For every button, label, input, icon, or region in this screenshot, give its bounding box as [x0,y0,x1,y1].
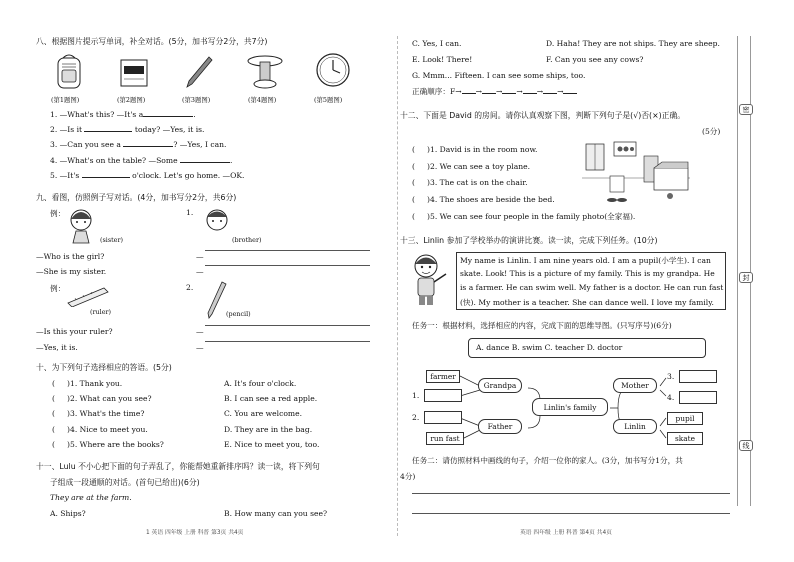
s10-left-4: ( )4. Nice to meet you. [52,425,148,434]
given-sentence: They are at the farm. [50,493,132,502]
caption-1: (第1题图) [51,96,80,104]
girl-icon [64,207,98,247]
answer-blank[interactable] [180,155,230,163]
answer-blank[interactable] [84,124,132,132]
blank-2-label: 2. [412,413,420,422]
linlin-node: Linlin [613,419,657,434]
sister-label: (sister) [100,236,123,244]
blank-4-label: 4. [667,393,675,402]
s8-item-3: 3. —Can you see a ? —Yes, I can. [50,140,227,149]
s12-item-2: ( )2. We can see a toy plane. [412,162,531,171]
pencil-icon [204,280,228,320]
option-a: A. Ships? [50,509,86,518]
blank-4[interactable] [679,391,717,404]
ruler-icon [64,285,110,307]
footer-page-3: 1 英语 四年级 上册 科普 第3页 共4页 [146,530,244,536]
caption-3: (第3题图) [182,96,211,104]
example-label-2: 例： [50,284,66,293]
section-8-title: 八、根据图片提示写单词，补全对话。(5分，加书写分2分，共7分) [36,37,268,46]
section-10-title: 十、为下列句子选择相应的答语。(5分) [36,363,172,372]
s10-right-c: C. You are welcome. [224,409,303,418]
room-illustration [582,138,690,206]
seal-mark-3: 线 [739,440,753,451]
answer-blank[interactable] [143,109,193,117]
correct-order: 正确顺序：F→ → → → → → [412,86,577,97]
caption-5: (第5题图) [314,96,343,104]
center-divider [397,36,398,536]
ex1-question: —Who is the girl? [36,252,105,261]
option-f: F. Can you see any cows? [546,55,644,64]
ex1-answer: —She is my sister. [36,267,107,276]
passage-line-1: My name is Linlin. I am nine years old. I am a pupil(小学生). I can [460,256,711,265]
backpack-icon [53,52,85,90]
s8-item-1: 1. —What's this? —It's a . [50,110,196,119]
passage-line-3: is a farmer. He can swim well. My father is a doctor. He can run fast [460,283,724,292]
section-12-title: 十二、下面是 David 的房间。请你认真观察下图，判断下列句子是(√)否(×)正确。 [400,111,686,120]
blank-1-label: 1. [412,391,420,400]
answer-blank[interactable] [82,170,130,178]
writing-line[interactable] [412,513,730,514]
s12-item-5: ( )5. We can see four people in the family photo(全家福). [412,212,636,221]
answer-line[interactable] [205,265,370,266]
order-blank[interactable] [543,86,557,94]
section-12-score: (5分) [702,127,721,136]
task-2-instructions-2: 4分) [400,472,416,481]
s12-item-4: ( )4. The shoes are beside the bed. [412,195,555,204]
section-11-title-1: 十一、Lulu 不小心把下面的句子弄乱了，你能帮她重新排序吗？读一读，将下列句 [36,462,320,471]
s12-item-3: ( )3. The cat is on the chair. [412,178,528,187]
s8-item-4: 4. —What's on the table? —Some . [50,156,233,165]
q2-number: 2. [186,283,194,292]
blank-1[interactable] [424,389,462,402]
order-blank[interactable] [523,86,537,94]
s10-left-1: ( )1. Thank you. [52,379,123,388]
pencil-label: (pencil) [226,310,251,318]
seal-mark-1: 密 [739,104,753,115]
s8-item-5: 5. —It's o'clock. Let's go home. —OK. [50,171,245,180]
option-c: C. Yes, I can. [412,39,462,48]
writing-line[interactable] [412,493,730,494]
pen-icon [184,54,214,90]
q1-number: 1. [186,208,194,217]
blank-3[interactable] [679,370,717,383]
answer-line[interactable] [205,250,370,251]
order-blank[interactable] [502,86,516,94]
family-center-node: Linlin's family [532,398,608,416]
option-e: E. Look! There! [412,55,473,64]
caption-2: (第2题图) [117,96,146,104]
blank-2[interactable] [424,411,462,424]
ex2-question: —Is this your ruler? [36,327,113,336]
example-label: 例： [50,209,66,218]
linlin-avatar [408,252,450,306]
answer-line[interactable] [205,325,370,326]
ruler-label: (ruler) [90,308,112,316]
table-icon [245,54,285,90]
passage-line-4: (快). My mother is a teacher. She can dance well. I love my family. [460,298,714,307]
s8-item-2: 2. —Is it today? —Yes, it is. [50,125,205,134]
s10-right-b: B. I can see a red apple. [224,394,318,403]
s10-left-5: ( )5. Where are the books? [52,440,164,449]
pupil-node: pupil [667,412,703,425]
seal-mark-2: 封 [739,272,753,283]
order-blank[interactable] [563,86,577,94]
mother-node: Mother [613,378,657,393]
caption-4: (第4题图) [248,96,277,104]
s10-right-a: A. It's four o'clock. [224,379,297,388]
task-1-instructions: 任务一：根据材料，选择相应的内容，完成下面的思维导图。(只写序号)(6分) [412,321,672,330]
dash: — [196,327,204,336]
section-13-title: 十三、Linlin 参加了学校举办的演讲比赛。读一读，完成下列任务。(10分) [400,236,658,245]
ex2-answer: —Yes, it is. [36,343,78,352]
task-2-instructions-1: 任务二：请仿照材料中画线的句子，介绍一位你的家人。(3分，加书写分1分，共 [412,456,683,465]
option-b: B. How many can you see? [224,509,328,518]
s10-right-e: E. Nice to meet you, too. [224,440,320,449]
s10-right-d: D. They are in the bag. [224,425,313,434]
brother-label: (brother) [232,236,262,244]
order-blank[interactable] [462,86,476,94]
footer-page-4: 英语 四年级 上册 科普 第4页 共4页 [520,530,612,536]
farmer-node: farmer [426,370,460,383]
answer-blank[interactable] [123,139,173,147]
grandpa-node: Grandpa [478,378,522,393]
answer-line[interactable] [205,341,370,342]
clock-icon [314,51,352,89]
section-9-title: 九、看图，仿照例子写对话。(4分，加书写分2分，共6分) [36,193,237,202]
s10-left-3: ( )3. What's the time? [52,409,145,418]
dash: — [196,343,204,352]
dash: — [196,252,204,261]
skate-node: skate [667,432,703,445]
notebook-icon [118,58,150,88]
section-11-title-2: 子组成一段通顺的对话。(首句已给出)(6分) [50,478,200,487]
option-g: G. Mmm... Fifteen. I can see some ships, too. [412,71,586,80]
boy-icon [202,206,232,234]
father-node: Father [478,419,522,434]
passage-line-2: skate. Look! This is a picture of my family. This is my grandpa. He [460,269,715,278]
option-d: D. Haha! They are not ships. They are sheep. [546,39,720,48]
order-blank[interactable] [482,86,496,94]
blank-3-label: 3. [667,372,675,381]
s12-item-1: ( )1. David is in the room now. [412,145,538,154]
s10-left-2: ( )2. What can you see? [52,394,152,403]
options-text: A. dance B. swim C. teacher D. doctor [476,343,623,352]
dash: — [196,267,204,276]
run-fast-node: run fast [426,432,464,445]
